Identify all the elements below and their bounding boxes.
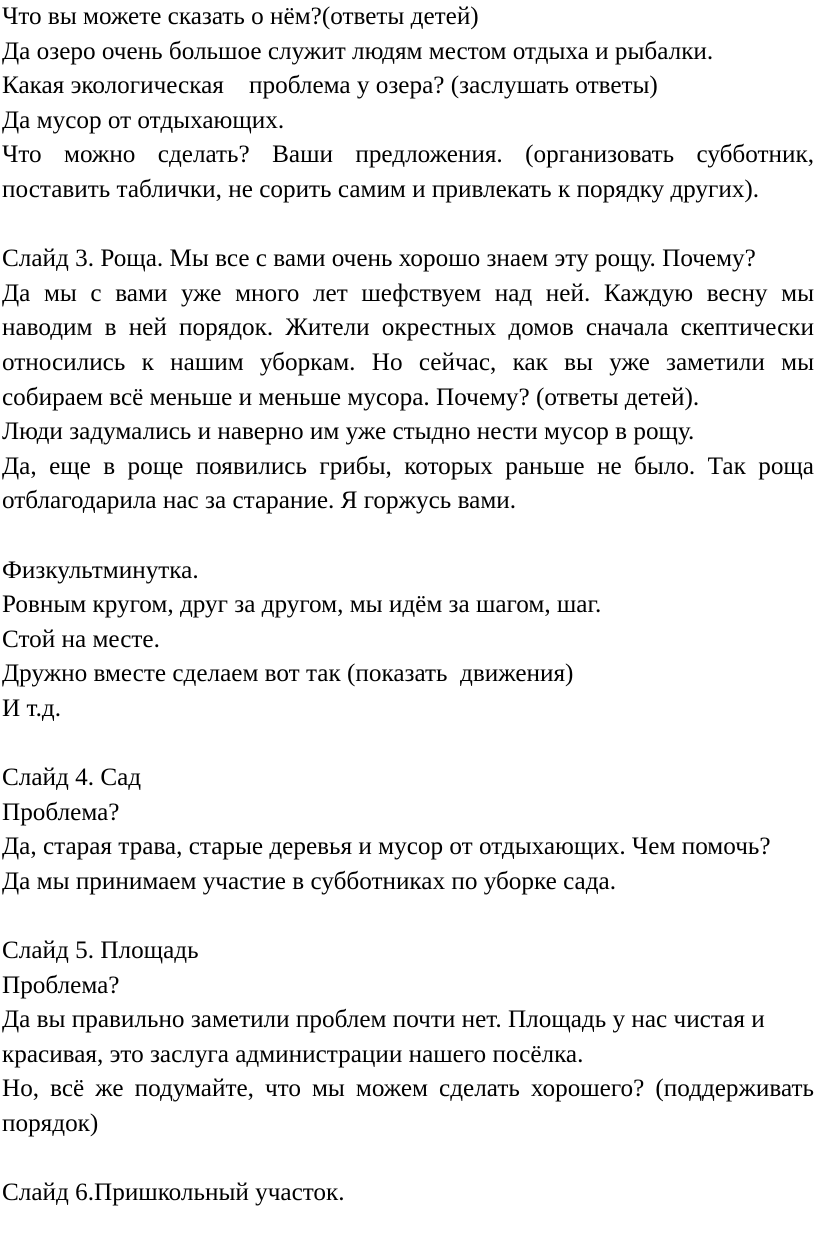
paragraph-grove-care: Да мы с вами уже много лет шефствуем над ней. Каждую весну мы наводим в ней порядок. Жители окрестных домов сначала скептически относились к нашим уборкам. Но сейчас, как вы уже заметили мы собираем всё меньше и меньше мусора. Почему? (ответы детей). <box>2 279 814 411</box>
document-body <box>2 0 814 1211</box>
paragraph-slide-6: Слайд 6.Пришкольный участок. <box>2 1179 345 1207</box>
paragraph-garbage: Да мусор от отдыхающих. <box>2 106 285 134</box>
paragraph-square-clean: Да вы правильно заметили проблем почти нет. Площадь у нас чистая и красивая, это заслуга администрации нашего посёлка. <box>2 1006 765 1068</box>
paragraph-exercise-line-3: Дружно вместе сделаем вот так (показать движения) <box>2 660 574 688</box>
paragraph-mushrooms: Да, еще в роще появились грибы, которых раньше не было. Так роща отблагодарила нас за старание. Я горжусь вами. <box>2 452 814 515</box>
paragraph-question-lake: Что вы можете сказать о нём?(ответы детей) <box>2 3 479 30</box>
blank-line <box>2 519 814 554</box>
paragraph-suggestions: Что можно сделать? Ваши предложения. (организовать субботник, поставить таблички, не сорить самим и привлекать к порядку других). <box>2 141 814 203</box>
blank-line <box>2 899 814 934</box>
paragraph-lake-answer: Да озеро очень большое служит людям местом отдыха и рыбалки. <box>2 37 714 65</box>
paragraph-think: Но, всё же подумайте, что мы можем сделать хорошего? (поддерживать порядок) <box>2 1075 814 1137</box>
paragraph-problem-q: Проблема? <box>2 971 120 999</box>
paragraph-exercise-line-2: Стой на месте. <box>2 625 160 653</box>
blank-line <box>2 208 814 243</box>
paragraph-slide-4: Слайд 4. Сад <box>2 764 142 792</box>
paragraph-exercise-title: Физкультминутка. <box>2 556 199 584</box>
paragraph-eco-problem: Какая экологическая проблема у озера? (заслушать ответы) <box>2 72 658 100</box>
paragraph-garden-cleanup: Да мы принимаем участие в субботниках по уборке сада. <box>2 867 617 895</box>
paragraph-problem-q: Проблема? <box>2 798 120 826</box>
paragraph-people-ashamed: Люди задумались и наверно им уже стыдно нести мусор в рощу. <box>2 418 695 446</box>
paragraph-garden-problem: Да, старая трава, старые деревья и мусор от отдыхающих. Чем помочь? <box>2 833 771 861</box>
blank-line <box>2 1142 814 1177</box>
paragraph-slide-5: Слайд 5. Площадь <box>2 937 199 965</box>
paragraph-exercise-line-1: Ровным кругом, друг за другом, мы идём за шагом, шаг. <box>2 591 602 619</box>
blank-line <box>2 726 814 761</box>
paragraph-etc: И т.д. <box>2 694 62 722</box>
paragraph-slide-3: Слайд 3. Роща. Мы все с вами очень хорошо знаем эту рощу. Почему? <box>2 245 756 273</box>
